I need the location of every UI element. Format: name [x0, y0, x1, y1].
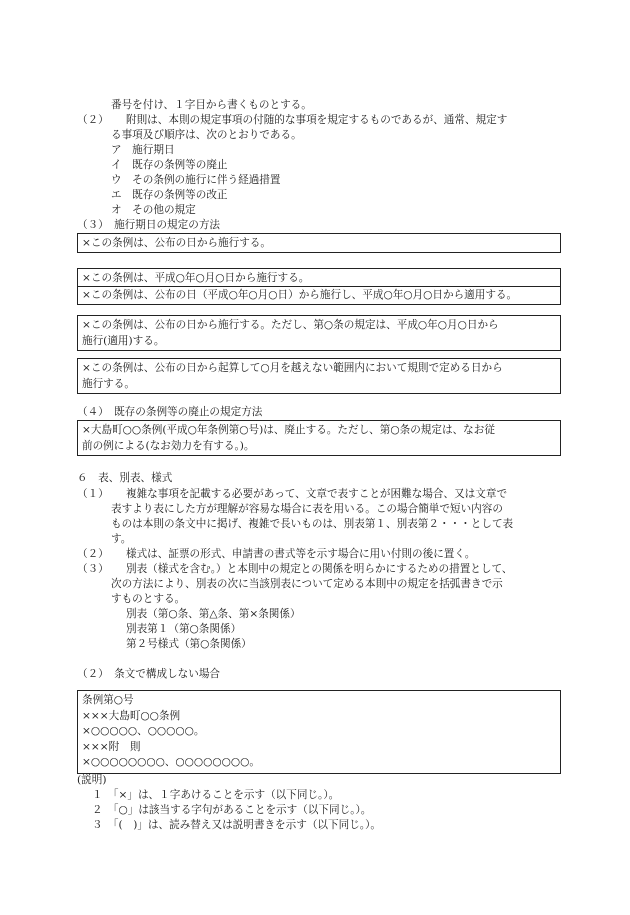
- paragraph-text: 別表（様式を含む。）と本則中の規定との関係を明らかにするための措置として、: [126, 563, 513, 575]
- intro-continuation: 番号を付け、１字目から書くものとする。: [111, 99, 312, 111]
- ordinance-line: ×○○○○○、○○○○○。: [82, 725, 205, 737]
- paragraph-text: る事項及び順序は、次のとおりである。: [111, 129, 302, 141]
- ordinance-line: ×○○○○○○○○、○○○○○○○○。: [82, 756, 260, 768]
- paragraph-text: 複雑な事項を記載する必要があって、文章で表すことが困難な場合、又は文章で: [126, 488, 508, 500]
- example-text: ×この条例は、公布の日から施行する。: [82, 237, 271, 249]
- paragraph-text: 様式は、証票の形式、申請書の書式等を示す場合に用い付則の後に置く。: [126, 548, 476, 560]
- example-line: 別表第１（第○条関係）: [126, 623, 242, 635]
- example-text: ×この条例は、公布の日（平成○年○月○日）から施行し、平成○年○月○日から適用する。: [82, 289, 518, 301]
- paragraph-number: （１）: [77, 488, 109, 500]
- example-text: ×大島町○○条例(平成○年条例第○号)は、廃止する。ただし、第○条の規定は、なお従: [82, 424, 495, 436]
- list-item: エ 既存の条例等の改正: [111, 189, 228, 201]
- example-box: [77, 233, 561, 253]
- example-line: 別表（第○条、第△条、第×条関係）: [126, 608, 301, 620]
- ordinance-example-box: [77, 690, 561, 774]
- example-box: [77, 420, 561, 456]
- example-box: [77, 268, 561, 305]
- paragraph-text: 附則は、本則の規定事項の付随的な事項を規定するものであるが、通常、規定す: [126, 114, 508, 126]
- paragraph-text: 表すより表にした方が理解が容易な場合に表を用いる。この場合簡単で短い内容の: [111, 503, 503, 515]
- example-box: [77, 315, 561, 351]
- list-item: ウ その条例の施行に伴う経過措置: [111, 174, 281, 186]
- ordinance-line: 条例第○号: [82, 694, 134, 706]
- paragraph-number: （３）: [77, 563, 109, 575]
- note-item: ３ 「( )」は、読み替え又は説明書きを示す（以下同じ。）。: [92, 819, 381, 831]
- example-text: 前の例による(なお効力を有する。)。: [82, 440, 255, 452]
- note-item: １ 「×」は、１字あけることを示す（以下同じ。）。: [92, 789, 340, 801]
- example-text: 施行(適用)する。: [82, 335, 165, 347]
- paragraph-text: すものとする。: [111, 593, 186, 605]
- paragraph-number: （２）: [77, 548, 109, 560]
- example-text: ×この条例は、公布の日から起算して○月を越えない範囲内において規則で定める日から: [82, 362, 503, 374]
- section-heading: ６ 表、別表、様式: [77, 472, 173, 484]
- example-line: 第２号様式（第○条関係）: [126, 638, 252, 650]
- note-item: ２ 「○」は該当する字句があることを示す（以下同じ。）。: [92, 804, 372, 816]
- list-item: イ 既存の条例等の廃止: [111, 159, 228, 171]
- section-heading: （４） 既存の条例等の廃止の規定方法: [77, 406, 263, 418]
- list-item: ア 施行期日: [111, 144, 175, 156]
- notes-heading: (説明): [77, 774, 107, 786]
- paragraph-text: す。: [111, 533, 132, 545]
- paragraph-number: （２）: [77, 114, 109, 126]
- example-box: [77, 358, 561, 394]
- ordinance-line: ×××附 則: [82, 740, 141, 753]
- example-text: 施行する。: [82, 378, 135, 390]
- list-item: オ その他の規定: [111, 204, 196, 216]
- paragraph-text: 次の方法により、別表の次に当該別表について定める本則中の規定を括弧書きで示: [111, 578, 503, 590]
- section-heading: （３） 施行期日の規定の方法: [77, 219, 221, 231]
- example-text: ×この条例は、公布の日から施行する。ただし、第○条の規定は、平成○年○月○日から: [82, 319, 499, 331]
- ordinance-line: ×××大島町○○条例: [82, 709, 181, 722]
- section-heading: （２） 条文で構成しない場合: [77, 668, 221, 680]
- example-text: ×この条例は、平成○年○月○日から施行する。: [82, 272, 310, 284]
- paragraph-text: ものは本則の条文中に掲げ、複雑で長いものは、別表第１、別表第２・・・として表: [111, 518, 514, 530]
